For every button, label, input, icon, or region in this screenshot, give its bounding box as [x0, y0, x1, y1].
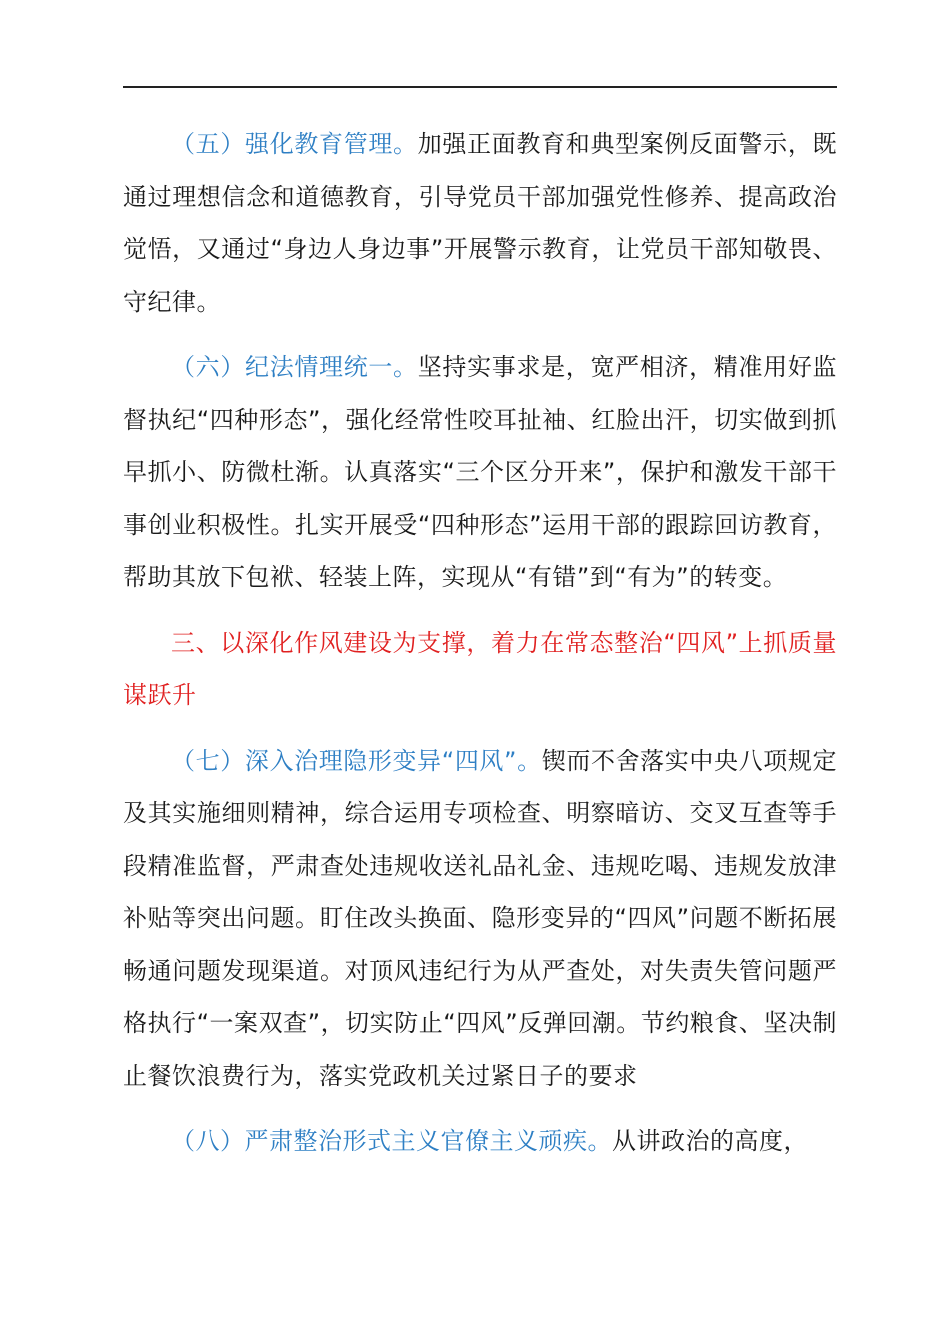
paragraph-6: [123, 341, 837, 604]
paragraph-heading: （六）纪法情理统一。: [171, 353, 418, 381]
paragraph-5: [123, 118, 837, 328]
paragraph-heading: （五）强化教育管理。: [171, 130, 418, 158]
header-rule: [123, 86, 837, 88]
document-body: [123, 118, 837, 1181]
paragraph-heading: （八）严肃整治形式主义官僚主义顽疾。: [171, 1127, 612, 1155]
paragraph-text: 锲而不舍落实中央八项规定及其实施细则精神，综合运用专项检查、明察暗访、交叉互查等手段精准监督，严肃查处违规收送礼品礼金、违规吃喝、违规发放津补贴等突出问题。盯住改头换面、隐形变异的“四风”问题不断拓展畅通问题发现渠道。对顶风违纪行为从严查处，对失责失管问题严格执行“一案双查”，切实防止“四风”反弹回潮。节约粮食、坚决制止餐饮浪费行为，落实党政机关过紧日子的要求: [123, 746, 837, 1090]
paragraph-8: [123, 1115, 837, 1168]
paragraph-text: 从讲政治的高度，: [612, 1127, 808, 1155]
section-title-3: 三、以深化作风建设为支撑，着力在常态整治“四风”上抓质量谋跃升: [123, 628, 837, 709]
paragraph-text: 坚持实事求是，宽严相济，精准用好监督执纪“四种形态”，强化经常性咬耳扯袖、红脸出汗，切实做到抓早抓小、防微杜渐。认真落实“三个区分开来”，保护和激发干部干事创业积极性。扎实开展受“四种形态”运用干部的跟踪回访教育，帮助其放下包袱、轻装上阵，实现从“有错”到“有为”的转变。: [123, 353, 838, 591]
paragraph-text: 加强正面教育和典型案例反面警示，既通过理想信念和道德教育，引导党员干部加强党性修养、提高政治觉悟，又通过“身边人身边事”开展警示教育，让党员干部知敬畏、守纪律。: [123, 130, 838, 316]
paragraph-7: [123, 735, 837, 1103]
paragraph-heading: （七）深入治理隐形变异“四风”。: [171, 746, 542, 775]
